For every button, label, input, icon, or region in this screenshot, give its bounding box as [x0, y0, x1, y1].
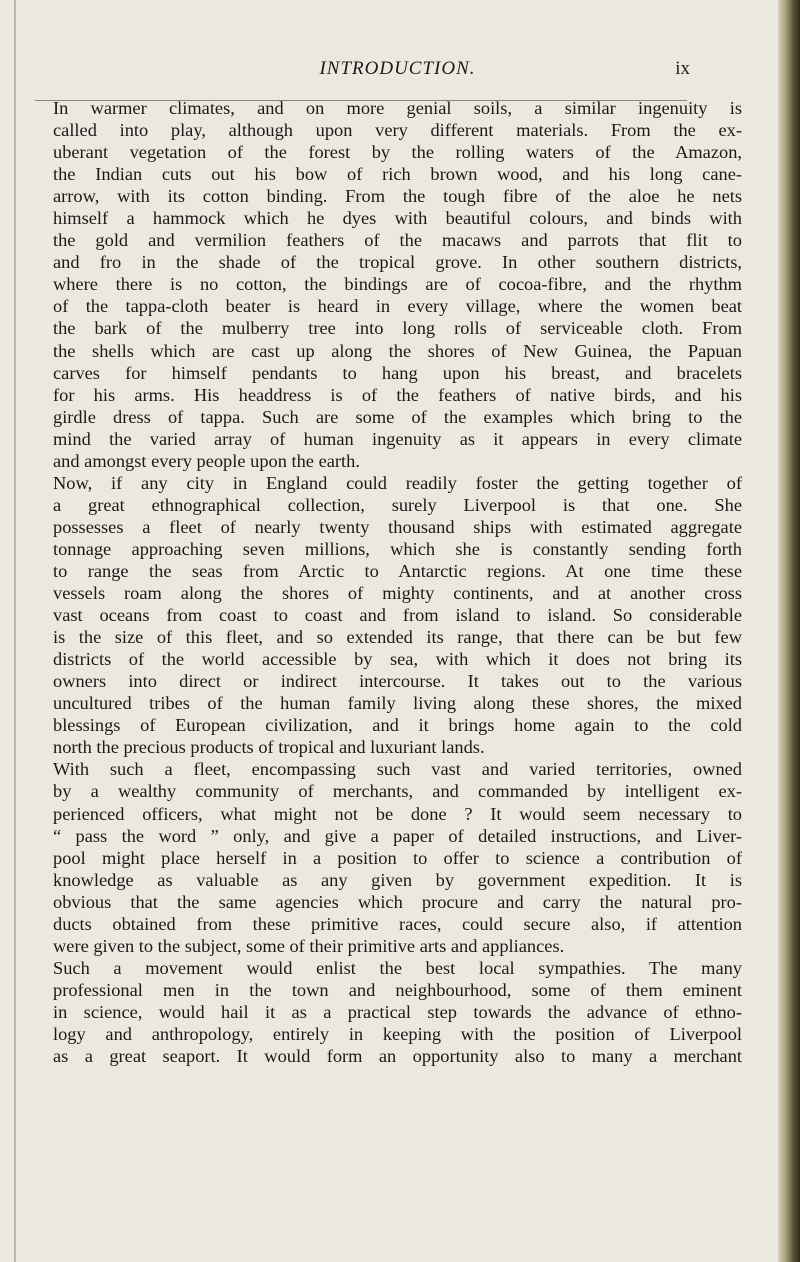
text-line: by a wealthy community of merchants, and commanded by intelligent ex-: [53, 781, 742, 802]
book-binding-edge: [778, 0, 800, 1262]
text-line: “ pass the word ” only, and give a paper of detailed instructions, and Liver-: [53, 825, 742, 846]
text-line: owners into direct or indirect intercourse. It takes out to the various: [53, 671, 742, 692]
text-line: to range the seas from Arctic to Antarctic regions. At one time these: [53, 560, 742, 581]
text-line: uberant vegetation of the forest by the rolling waters of the Amazon,: [53, 142, 742, 163]
text-line: pool might place herself in a position to offer to science a contribution of: [53, 847, 742, 868]
text-line: tonnage approaching seven millions, which she is constantly sending forth: [53, 538, 742, 559]
text-line: With such a fleet, encompassing such vast and varied territories, owned: [53, 759, 742, 780]
text-line: In warmer climates, and on more genial soils, a similar ingenuity is: [53, 98, 742, 118]
text-line: called into play, although upon very different materials. From the ex-: [53, 120, 742, 141]
text-line: north the precious products of tropical and luxuriant lands.: [53, 737, 485, 758]
paragraph: [53, 957, 742, 1067]
text-line: mind the varied array of human ingenuity as it appears in every climate: [53, 428, 742, 449]
text-line: girdle dress of tappa. Such are some of the examples which bring to the: [53, 406, 742, 427]
text-line: possesses a fleet of nearly twenty thousand ships with estimated aggregate: [53, 516, 742, 537]
paragraph: [53, 472, 742, 759]
text-line: knowledge as valuable as any given by government expedition. It is: [53, 869, 742, 890]
page-left-edge: [14, 0, 16, 1262]
text-line: the Indian cuts out his bow of rich brown wood, and his long cane-: [53, 164, 742, 185]
text-line: uncultured tribes of the human family living along these shores, the mixed: [53, 693, 742, 714]
text-line: and fro in the shade of the tropical grove. In other southern districts,: [53, 252, 742, 273]
text-line: for his arms. His headdress is of the feathers of native birds, and his: [53, 384, 742, 405]
text-line: Such a movement would enlist the best local sympathies. The many: [53, 957, 742, 978]
text-line: vast oceans from coast to coast and from island to island. So considerable: [53, 605, 742, 626]
text-line: carves for himself pendants to hang upon his breast, and bracelets: [53, 362, 742, 383]
text-line: arrow, with its cotton binding. From the tough fibre of the aloe he nets: [53, 186, 742, 207]
text-line: and amongst every people upon the earth.: [53, 450, 360, 471]
page-number: ix: [675, 58, 690, 79]
body-text: [53, 97, 742, 1067]
text-line: vessels roam along the shores of mighty continents, and at another cross: [53, 583, 742, 604]
page-header: [55, 58, 740, 84]
text-line: as a great seaport. It would form an opportunity also to many a merchant: [53, 1046, 742, 1067]
text-line: Now, if any city in England could readily foster the getting together of: [53, 472, 742, 493]
text-line: professional men in the town and neighbourhood, some of them eminent: [53, 979, 742, 1000]
text-line: himself a hammock which he dyes with beautiful colours, and binds with: [53, 208, 742, 229]
text-line: the bark of the mulberry tree into long rolls of serviceable cloth. From: [53, 318, 742, 339]
text-line: where there is no cotton, the bindings are of cocoa-fibre, and the rhythm: [53, 274, 742, 295]
text-line: the gold and vermilion feathers of the macaws and parrots that flit to: [53, 230, 742, 251]
paragraph: [53, 97, 742, 472]
text-line: districts of the world accessible by sea, with which it does not bring its: [53, 649, 742, 670]
text-line: ducts obtained from these primitive races, could secure also, if attention: [53, 913, 742, 934]
text-line: is the size of this fleet, and so extended its range, that there can be but few: [53, 627, 742, 648]
text-line: logy and anthropology, entirely in keeping with the position of Liverpool: [53, 1023, 742, 1044]
text-line: in science, would hail it as a practical step towards the advance of ethno-: [53, 1001, 742, 1022]
text-line: obvious that the same agencies which procure and carry the natural pro-: [53, 891, 742, 912]
paragraph: [53, 758, 742, 956]
text-line: blessings of European civilization, and it brings home again to the cold: [53, 715, 742, 736]
text-line: the shells which are cast up along the shores of New Guinea, the Papuan: [53, 340, 742, 361]
text-line: a great ethnographical collection, surely Liverpool is that one. She: [53, 494, 742, 515]
text-line: of the tappa-cloth beater is heard in every village, where the women beat: [53, 296, 742, 317]
text-line: perienced officers, what might not be done ? It would seem necessary to: [53, 803, 742, 824]
text-line: were given to the subject, some of their primitive arts and appliances.: [53, 935, 565, 956]
running-title: INTRODUCTION.: [319, 58, 476, 79]
